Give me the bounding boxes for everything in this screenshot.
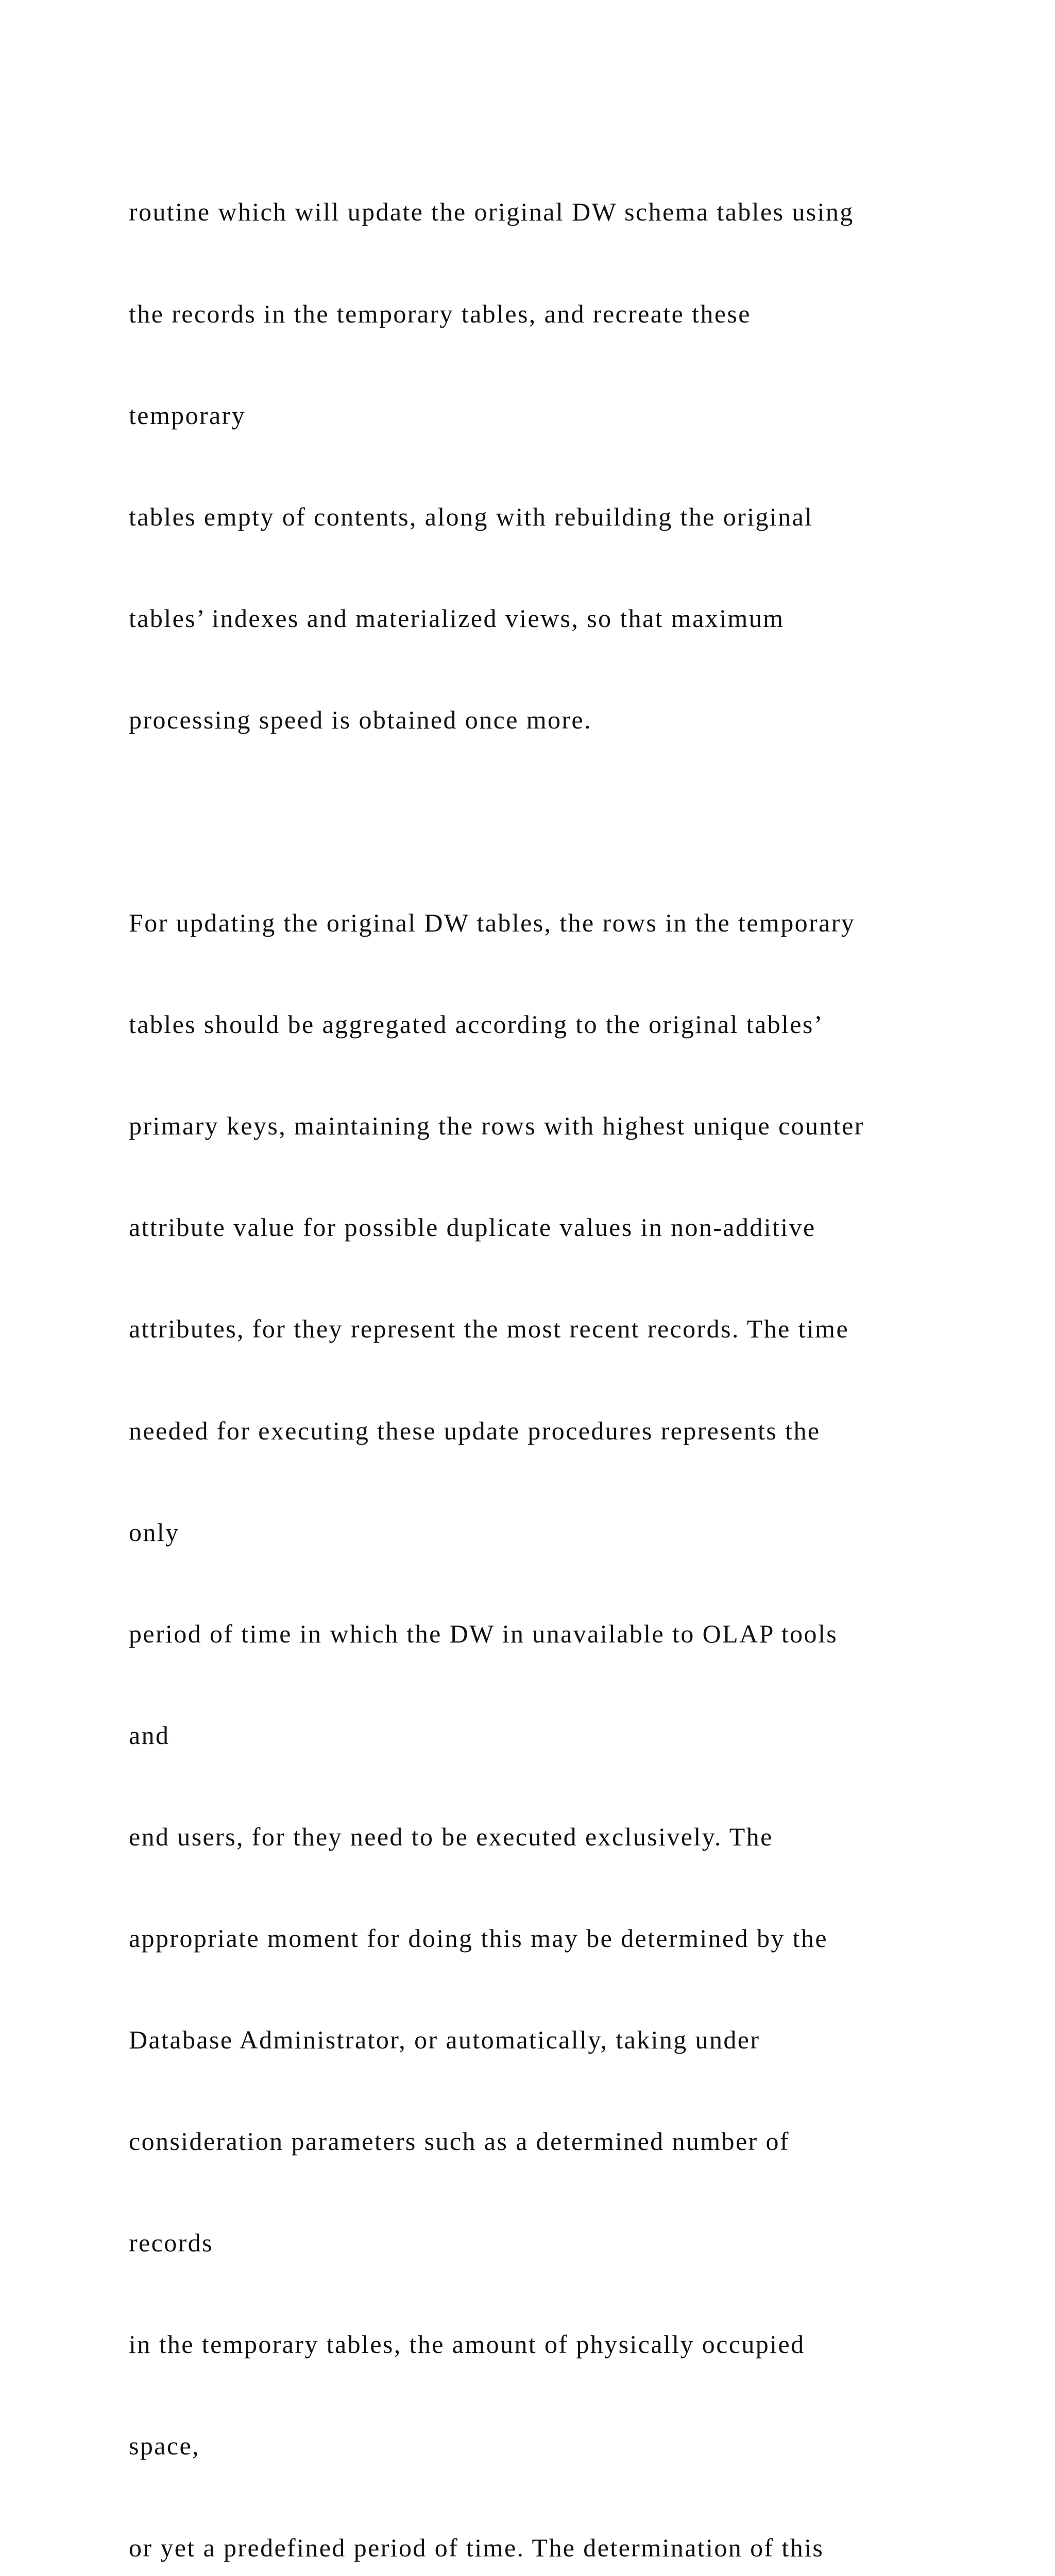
- text-line: attributes, for they represent the most recent records. The time: [129, 1314, 849, 1344]
- text-line: primary keys, maintaining the rows with highest unique counter: [129, 1111, 864, 1141]
- text-line: temporary: [129, 400, 246, 430]
- text-line: attribute value for possible duplicate values in non-additive: [129, 1213, 816, 1242]
- text-line: period of time in which the DW in unavailable to OLAP tools: [129, 1619, 838, 1648]
- text-line: tables’ indexes and materialized views, so that maximum: [129, 603, 785, 633]
- text-line: consideration parameters such as a determined number of: [129, 2127, 790, 2156]
- text-line: Database Administrator, or automatically, taking under: [129, 2025, 760, 2055]
- blank-line: [129, 805, 1035, 839]
- text-line: only: [129, 1517, 180, 1547]
- text-line: needed for executing these update procedures represents the: [129, 1416, 821, 1445]
- text-line: For updating the original DW tables, the rows in the temporary: [129, 908, 856, 938]
- text-line: the records in the temporary tables, and recreate these: [129, 299, 751, 328]
- text-line: or yet a predefined period of time. The determination of this: [129, 2533, 824, 2562]
- text-line: tables should be aggregated according to the original tables’: [129, 1010, 824, 1039]
- text-line: and: [129, 1720, 170, 1750]
- text-line: in the temporary tables, the amount of physically occupied: [129, 2330, 805, 2359]
- text-line: routine which will update the original DW schema tables using: [129, 197, 854, 227]
- body-text: [129, 128, 1035, 2576]
- text-line: appropriate moment for doing this may be determined by the: [129, 1924, 828, 1953]
- text-line: processing speed is obtained once more.: [129, 705, 592, 734]
- text-line: records: [129, 2228, 213, 2258]
- text-line: end users, for they need to be executed exclusively. The: [129, 1822, 773, 1851]
- text-line: tables empty of contents, along with rebuilding the original: [129, 502, 813, 531]
- text-line: space,: [129, 2431, 200, 2461]
